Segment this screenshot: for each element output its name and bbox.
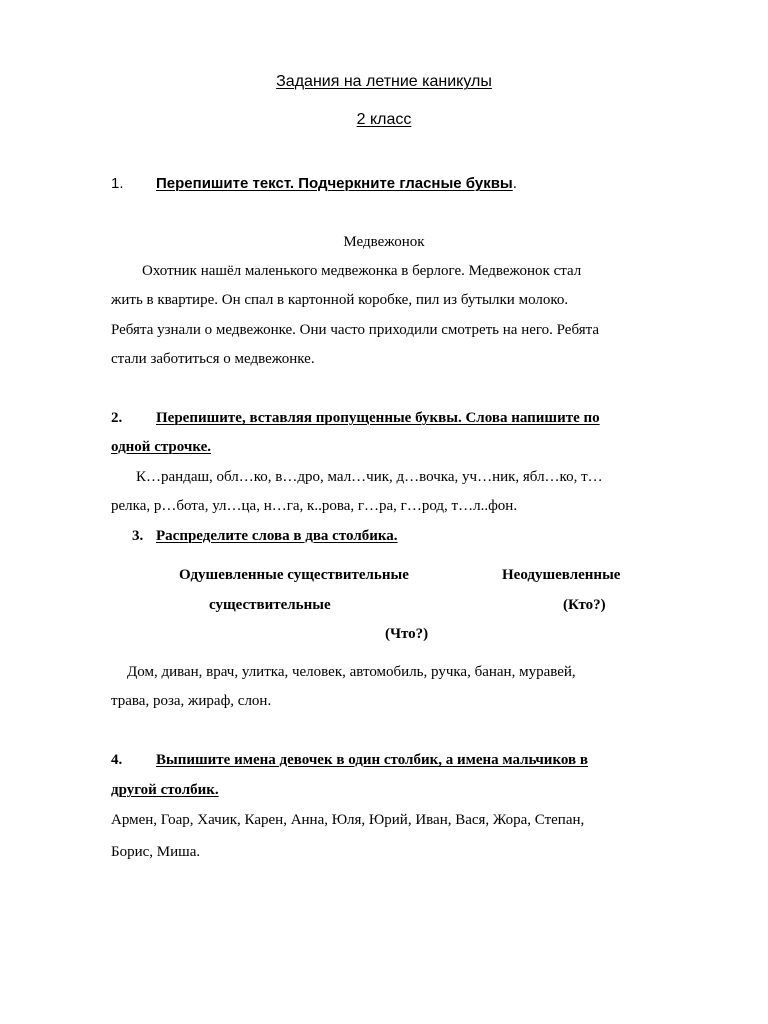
- task2-words-line2: релка, р…бота, ул…ца, н…га, к..рова, г…ра, г…род, т…л..фон.: [111, 498, 518, 514]
- column1-heading-line2: существительные: [209, 597, 331, 613]
- task1-instruction-row: [156, 175, 517, 192]
- task1-instruction: Перепишите текст. Подчеркните гласные буквы: [156, 175, 513, 192]
- task3-words-line1: Дом, диван, врач, улитка, человек, автомобиль, ручка, банан, муравей,: [127, 664, 576, 680]
- story-line: Ребята узнали о медвежонке. Они часто приходили смотреть на него. Ребята: [111, 322, 600, 338]
- story-line: жить в квартире. Он спал в картонной коробке, пил из бутылки молоко.: [111, 292, 569, 308]
- task3-number: 3.: [132, 528, 144, 544]
- column-question-who: (Кто?): [563, 597, 606, 613]
- task4-number: 4.: [111, 752, 123, 768]
- column-question-what: (Что?): [385, 626, 429, 642]
- column2-heading: Неодушевленные: [502, 567, 621, 583]
- task2-words-line1: К…рандаш, обл…ко, в…дро, мал…чик, д…вочка, уч…ник, ябл…ко, т…: [136, 469, 603, 485]
- task2-instruction-line2: одной строчке.: [111, 439, 211, 455]
- story-line: Охотник нашёл маленького медвежонка в берлоге. Медвежонок стал: [142, 263, 582, 279]
- task4-instruction-line1: Выпишите имена девочек в один столбик, а имена мальчиков в: [156, 752, 588, 768]
- story-line: стали заботиться о медвежонке.: [111, 351, 315, 367]
- task3-words-line2: трава, роза, жираф, слон.: [111, 693, 272, 709]
- task4-instruction-line2: другой столбик.: [111, 782, 219, 798]
- task2-number: 2.: [111, 410, 123, 426]
- grade-label: 2 класс: [356, 111, 412, 128]
- task1-number: 1.: [111, 175, 124, 192]
- column1-heading: Одушевленные существительные: [179, 567, 409, 583]
- task1-instruction-period: .: [512, 175, 517, 192]
- task4-names-line2: Борис, Миша.: [111, 844, 201, 860]
- story-title: Медвежонок: [343, 234, 425, 250]
- task3-instruction: Распределите слова в два столбика.: [156, 528, 398, 544]
- task4-names-line1: Армен, Гоар, Хачик, Карен, Анна, Юля, Юрий, Иван, Вася, Жора, Степан,: [111, 812, 585, 828]
- page-title: Задания на летние каникулы: [276, 73, 492, 90]
- task2-instruction-line1: Перепишите, вставляя пропущенные буквы. Слова напишите по: [156, 410, 600, 426]
